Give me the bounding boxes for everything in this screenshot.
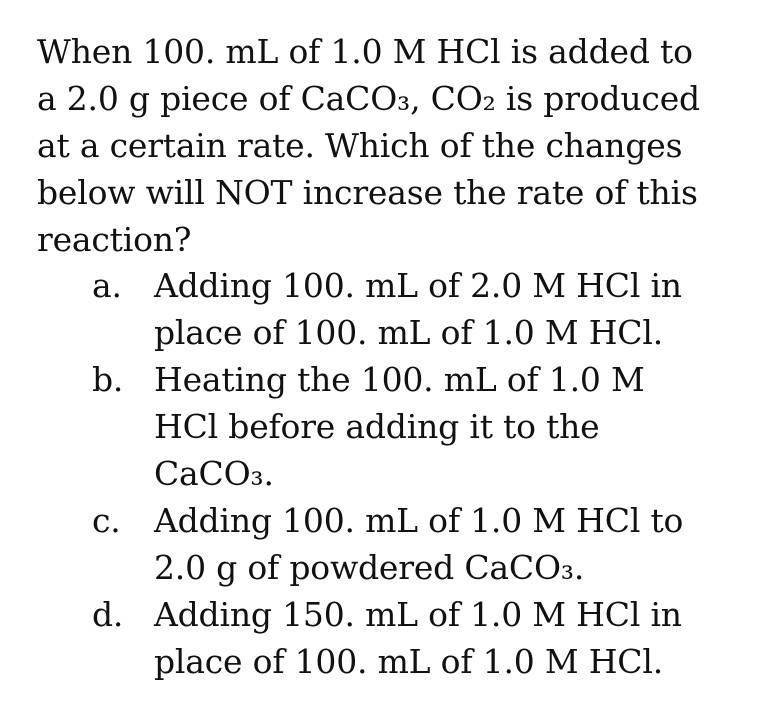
option-letter: a. [92, 266, 122, 305]
question-line: below will NOT increase the rate of this [37, 173, 698, 212]
question-line: at a certain rate. Which of the changes [37, 126, 683, 165]
option-text-line: place of 100. mL of 1.0 M HCl. [154, 642, 663, 681]
option-text-line: place of 100. mL of 1.0 M HCl. [154, 313, 663, 352]
option-text-line: Adding 100. mL of 1.0 M HCl to [154, 501, 684, 540]
option-text-line: 2.0 g of powdered CaCO₃. [154, 548, 585, 587]
option-d [37, 591, 737, 685]
option-letter: d. [92, 595, 124, 634]
option-c [37, 497, 737, 591]
option-text-line: Heating the 100. mL of 1.0 M [154, 360, 645, 399]
option-text-line: Adding 100. mL of 2.0 M HCl in [154, 266, 682, 305]
option-letter: c. [92, 501, 121, 540]
answer-options [37, 262, 737, 685]
question-line: When 100. mL of 1.0 M HCl is added to [37, 32, 693, 71]
question-stem [37, 28, 737, 263]
option-letter: b. [92, 360, 124, 399]
question-line: reaction? [37, 220, 192, 259]
option-text-line: CaCO₃. [154, 454, 274, 493]
option-text-line: Adding 150. mL of 1.0 M HCl in [154, 595, 682, 634]
option-b [37, 356, 737, 497]
option-a [37, 262, 737, 356]
option-text-line: HCl before adding it to the [154, 407, 600, 446]
question-line: a 2.0 g piece of CaCO₃, CO₂ is produced [37, 79, 700, 118]
